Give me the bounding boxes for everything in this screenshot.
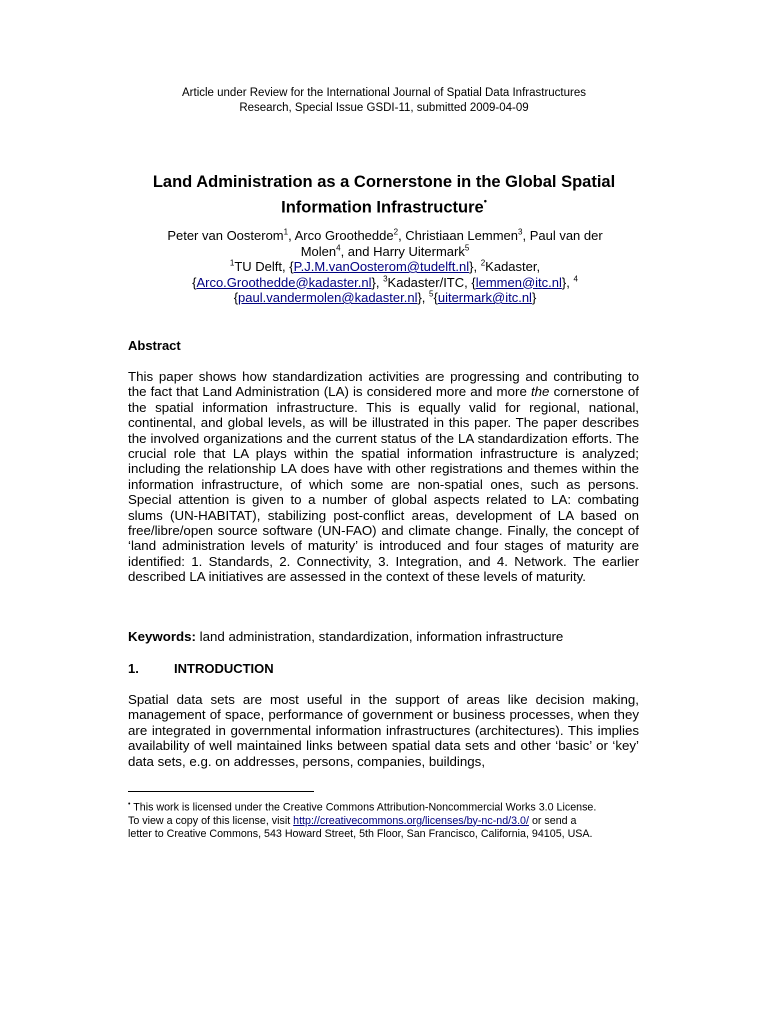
journal-header: [0, 86, 768, 116]
email-link-uitermark[interactable]: uitermark@itc.nl: [437, 290, 532, 305]
section-title: INTRODUCTION: [174, 661, 274, 676]
author-names-line-1: Peter van Oosterom$^1$, Arco Groothedde$^2$, Christiaan Lemmen$^3$, Paul van der: [167, 227, 603, 243]
footnote: • This work is licensed under the Creative Commons Attribution-Noncommercial Works 3.0 License. To view a copy of this license, visit http://creativecommons.org/licenses/by-nc-nd/3.0/ or send a letter to Creative Commons, 543 Howard Street, 5th Floor, San Francisco, California, 94105, USA.: [128, 801, 597, 840]
author-block: [130, 228, 640, 306]
keywords-label: Keywords:: [128, 629, 196, 644]
abstract-heading: Abstract: [128, 338, 181, 353]
email-link-groothedde[interactable]: Arco.Groothedde@kadaster.nl: [196, 274, 372, 290]
title-line-1: Land Administration as a Cornerstone in the Global Spatial: [152, 173, 616, 191]
keywords-line: [128, 629, 648, 644]
author-names-line-2: Molen$^4$, and Harry Uitermark$^5$: [300, 243, 470, 259]
introduction-body: Spatial data sets are most useful in the support of areas like decision making, management of space, performance of government or business processes, when they are integrated in governmental information infrastructures (architectures). This implies availability of well maintained links between spatial data sets and other ‘basic’ or ‘key’ data sets, e.g. on addresses, persons, companies, buildings,: [128, 692, 639, 769]
header-line-2: Research, Special Issue GSDI-11, submitted 2009-04-09: [239, 102, 529, 114]
paper-title: [0, 172, 768, 219]
title-line-2: Information Infrastructure: [281, 198, 484, 217]
keywords-text: land administration, standardization, information infrastructure: [195, 629, 564, 644]
header-line-1: Article under Review for the International Journal of Spatial Data Infrastructures: [182, 87, 586, 99]
affiliation-line-2: {Arco.Groothedde@kadaster.nl}, $^3$Kadaster/ITC, {lemmen@itc.nl}, $^4$: [192, 274, 578, 290]
affiliation-line-3: {paul.vandermolen@kadaster.nl}, $^5${uitermark@itc.nl}: [233, 289, 537, 305]
email-link-vandermolen[interactable]: paul.vandermolen@kadaster.nl: [238, 290, 418, 305]
email-link-lemmen[interactable]: lemmen@itc.nl: [475, 274, 562, 290]
footnote-marker: •: [128, 801, 131, 808]
email-link-oosterom[interactable]: P.J.M.vanOosterom@tudelft.nl: [293, 259, 470, 274]
affiliation-line-1: $^1$TU Delft, {P.J.M.vanOosterom@tudelft.nl}, $^2$Kadaster,: [229, 258, 541, 274]
abstract-body: This paper shows how standardization activities are progressing and contributing to the fact that Land Administration (LA) is considered more and more the cornerstone of the spatial information infrastructure. This is equally valid for regional, national, continental, and global levels, as will be illustrated in this paper. The paper describes the involved organizations and the current status of the LA standardization efforts. The crucial role that LA plays within the spatial information infrastructure is analyzed; including the relationship LA does have with other registrations and themes within the information infrastructure, of which some are non-spatial ones, such as persons. Special attention is given to a number of global aspects related to LA: combating slums (UN-HABITAT), stabilizing post-conflict areas, development of LA based on free/libre/open source software (UN-FAO) and climate change. Finally, the concept of ‘land administration levels of maturity’ is introduced and four stages of maturity are identified: 1. Standards, 2. Connectivity, 3. Integration, and 4. Network. The earlier described LA initiatives are assessed in the context of these levels of maturity.: [128, 369, 639, 585]
license-link[interactable]: http://creativecommons.org/licenses/by-nc-nd/3.0/: [293, 814, 529, 827]
footnote-divider: [128, 791, 314, 792]
section-number: 1.: [128, 661, 139, 676]
title-footnote-marker: •: [483, 196, 487, 206]
